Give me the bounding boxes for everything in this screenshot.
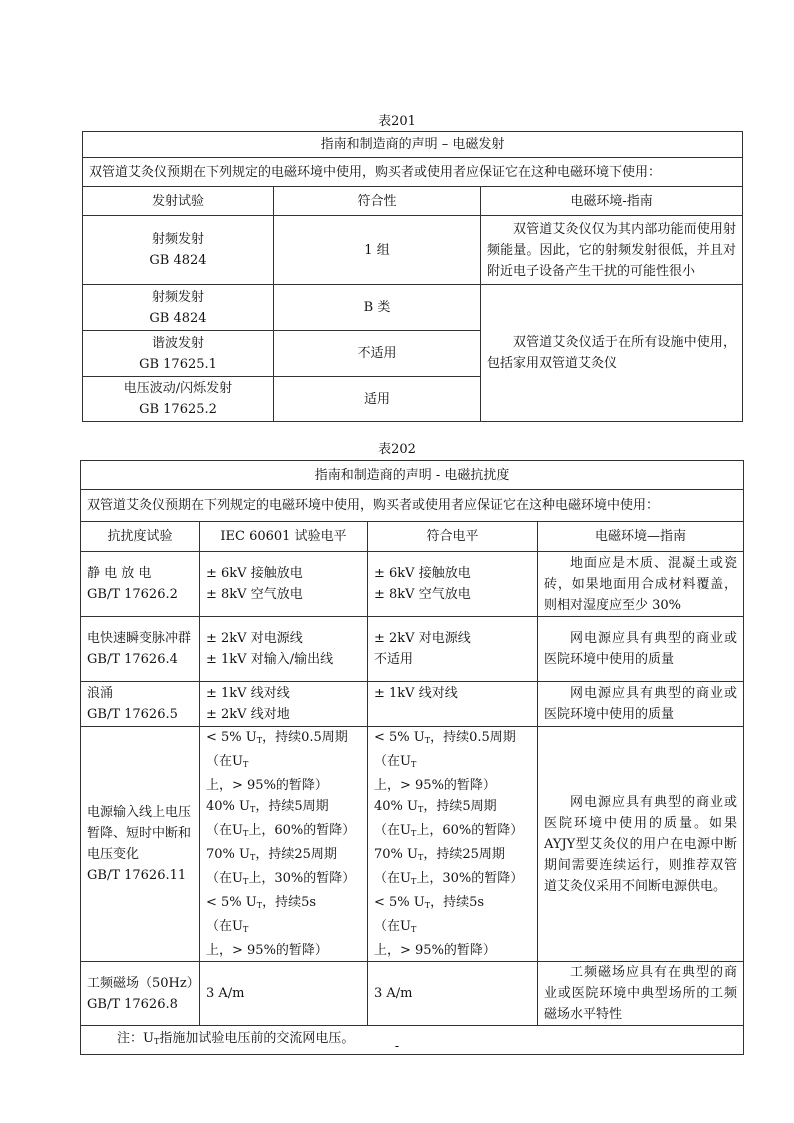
table201-row1-test [83, 216, 274, 285]
level-line: ± 2kV 对电源线 [206, 631, 303, 646]
eft-guidance: 网电源应具有典型的商业或医院环境中使用的质量 [538, 617, 744, 682]
test-name: 浪涌 [87, 686, 114, 701]
eft-compliance-level [368, 617, 538, 682]
test-standard: GB/T 17626.5 [87, 707, 178, 722]
table202-header-test: 抗扰度试验 [81, 522, 200, 552]
test-standard: GB/T 17626.8 [87, 996, 178, 1012]
level-line: ± 6kV 接触放电 [374, 566, 471, 581]
test-standard: GB 17625.1 [139, 356, 217, 372]
esd-test [81, 552, 200, 617]
level-line: < 5% $U_T$，持续0.5周期 [374, 730, 516, 745]
test-name: 射频发射 [151, 289, 204, 305]
mag-guidance: 工频磁场应具有在典型的商业或医院环境中典型场所的工频磁场水平特性 [538, 962, 744, 1026]
level-line: 40% $U_T$，持续5周期 [374, 799, 497, 814]
level-line: （在$U_T$上，60%的暂降） [206, 823, 356, 838]
dips-test [81, 727, 200, 962]
table201-row2-test [83, 285, 274, 331]
level-line: （在$U_T$上，> 95%的暂降） [374, 919, 496, 958]
test-standard: GB/T 17626.2 [87, 587, 178, 602]
test-name: 电源输入线上电压暂降、短时中断和电压变化 [87, 805, 192, 862]
level-line: ± 8kV 空气放电 [206, 587, 303, 602]
table201-row4-compliance: 适用 [274, 377, 481, 422]
test-standard: GB 4824 [149, 253, 207, 268]
table201-shared-guidance: 双管道艾灸仪适于在所有设施中使用，包括家用双管道艾灸仪 [481, 285, 743, 422]
table202-intro: 双管道艾灸仪预期在下列规定的电磁环境中使用，购买者或使用者应保证它在这种电磁环境中使用： [81, 490, 744, 522]
table202-header-compliance-level: 符合电平 [368, 522, 538, 552]
level-line: （在$U_T$上，> 95%的暂降） [206, 754, 328, 793]
level-line: ± 6kV 接触放电 [206, 566, 303, 581]
mag-test [81, 962, 200, 1026]
table202-caption: 表202 [378, 442, 416, 457]
dips-compliance-level [368, 727, 538, 962]
level-line: （在$U_T$上，> 95%的暂降） [206, 919, 328, 958]
level-line: ± 2kV 线对地 [206, 707, 290, 722]
level-line: ± 2kV 对电源线 [374, 631, 471, 646]
surge-test [81, 682, 200, 727]
table201-title: 指南和制造商的声明 – 电磁发射 [83, 132, 743, 158]
test-name: 电快速瞬变脉冲群 [87, 631, 192, 646]
level-line: （在$U_T$上，60%的暂降） [374, 823, 524, 838]
dips-guidance: 网电源应具有典型的商业或医院环境中使用的质量。如果AYJY型艾灸仪的用户在电源中断期间需要连续运行，则推荐双管道艾灸仪采用不间断电源供电。 [538, 727, 744, 962]
level-line: （在$U_T$上，30%的暂降） [206, 871, 356, 886]
surge-compliance-level [368, 682, 538, 727]
table201-intro: 双管道艾灸仪预期在下列规定的电磁环境中使用，购买者或使用者应保证它在这种电磁环境下使用： [83, 158, 743, 187]
table201-header-compliance: 符合性 [274, 187, 481, 216]
esd-iec-level [200, 552, 368, 617]
test-standard: GB/T 17626.11 [87, 868, 187, 883]
mag-iec-level: 3 A/m [200, 962, 368, 1026]
table201-row1-guidance: 双管道艾灸仪仅为其内部功能而使用射频能量。因此，它的射频发射很低，并且对附近电子设备产生干扰的可能性很小 [481, 216, 743, 285]
level-line: < 5% $U_T$，持续0.5周期 [206, 730, 348, 745]
table201-row2-compliance: B 类 [274, 285, 481, 331]
table202 [80, 460, 744, 1055]
level-line: ± 8kV 空气放电 [374, 587, 471, 602]
test-name: 电压波动/闪烁发射 [123, 381, 233, 396]
level-line: ± 1kV 线对线 [374, 686, 458, 701]
level-line: 70% $U_T$，持续25周期 [374, 847, 505, 862]
level-line: < 5% $U_T$，持续5s [206, 895, 317, 910]
level-line: ± 1kV 对输入/输出线 [206, 652, 334, 667]
eft-iec-level [200, 617, 368, 682]
eft-test [81, 617, 200, 682]
level-line: ± 1kV 线对线 [206, 686, 290, 701]
level-line: 40% $U_T$，持续5周期 [206, 799, 329, 814]
test-standard: GB 4824 [149, 310, 207, 326]
test-standard: GB/T 17626.4 [87, 652, 178, 667]
table201-row3-test [83, 331, 274, 377]
table202-note: 注：$U_T$指施加试验电压前的交流网电压。 [81, 1026, 744, 1055]
table202-title: 指南和制造商的声明 - 电磁抗扰度 [81, 461, 744, 490]
surge-iec-level [200, 682, 368, 727]
level-line: < 5% $U_T$，持续5s [374, 895, 485, 910]
dips-iec-level [200, 727, 368, 962]
table202-header-guidance: 电磁环境—指南 [538, 522, 744, 552]
table202-header-iec-level: IEC 60601 试验电平 [200, 522, 368, 552]
page-marker: - [394, 1039, 400, 1054]
table201-row4-test [83, 377, 274, 422]
table201-row3-compliance: 不适用 [274, 331, 481, 377]
table201-header-guidance: 电磁环境-指南 [481, 187, 743, 216]
surge-guidance: 网电源应具有典型的商业或医院环境中使用的质量 [538, 682, 744, 727]
table201-header-test: 发射试验 [83, 187, 274, 216]
test-name: 射频发射 [151, 232, 204, 247]
table201-row1-compliance: 1 组 [274, 216, 481, 285]
mag-compliance-level: 3 A/m [368, 962, 538, 1026]
esd-guidance: 地面应是木质、混凝土或瓷砖，如果地面用合成材料覆盖，则相对湿度应至少 30% [538, 552, 744, 617]
table201-caption: 表201 [378, 114, 416, 129]
test-name: 工频磁场（50Hz） [87, 975, 200, 991]
esd-compliance-level [368, 552, 538, 617]
test-standard: GB 17625.2 [139, 402, 217, 417]
level-line: （在$U_T$上，> 95%的暂降） [374, 754, 496, 793]
level-line: 70% $U_T$，持续25周期 [206, 847, 337, 862]
test-name: 静 电 放 电 [87, 566, 152, 581]
level-line: 不适用 [374, 652, 414, 667]
level-line: （在$U_T$上，30%的暂降） [374, 871, 524, 886]
table201 [82, 131, 743, 422]
test-name: 谐波发射 [151, 335, 204, 351]
